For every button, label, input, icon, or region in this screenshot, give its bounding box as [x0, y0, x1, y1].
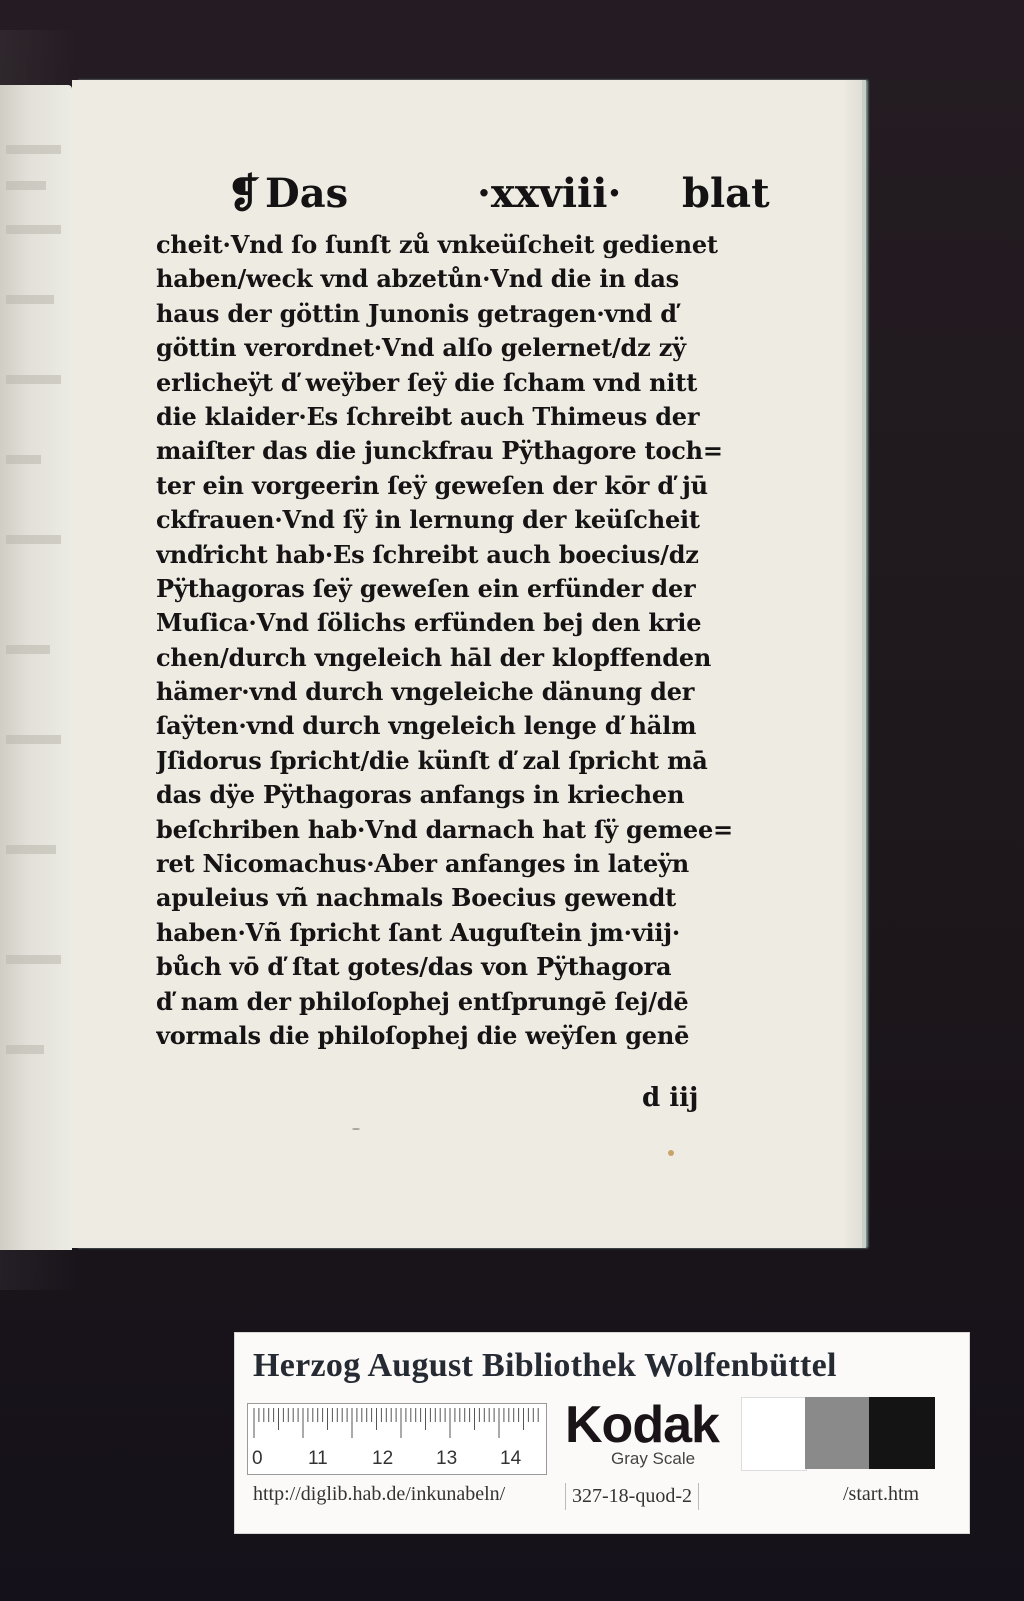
text-line: haus der göttin Junonis getragen·vnd ď: [156, 298, 677, 328]
kodak-logo: Kodak: [565, 1396, 719, 1454]
text-line: haben·Vñ ſpricht ſant Auguſtein jm·viij·: [156, 917, 680, 947]
text-line: ckfrauen·Vnd ſÿ in lernung der keüſcheit: [156, 505, 700, 535]
header-label: blat: [682, 170, 770, 217]
text-line: Pÿthagoras ſeÿ geweſen ein erfünder der: [156, 573, 696, 603]
header-word: Das: [265, 170, 349, 217]
text-line: maiſter das die junckfrau Pÿthagore toch=: [156, 436, 723, 466]
ink-speck: [352, 1128, 360, 1130]
text-line: das dÿe Pÿthagoras anfangs in kriechen: [156, 780, 685, 810]
text-line: chen/durch vngeleich hāl der klopffenden: [156, 642, 712, 672]
ruler-number: 13: [436, 1448, 458, 1469]
ruler-number: 11: [308, 1448, 328, 1469]
text-line: die klaider·Es ſchreibt auch Thimeus der: [156, 401, 700, 431]
folio-number: ·xxviii·: [477, 170, 622, 217]
swatch-black: [869, 1397, 935, 1469]
text-line: beſchriben hab·Vnd darnach hat ſÿ gemee=: [156, 814, 733, 844]
blackletter-text: [156, 228, 836, 1053]
text-line: cheit·Vnd ſo ſunſt zů vnkeüſcheit gedienet: [156, 230, 718, 259]
previous-page-edge: [0, 85, 72, 1250]
paragraph-mark: ❡: [227, 170, 261, 217]
library-color-card: [234, 1332, 970, 1534]
text-line: bůch vō ď ſtat gotes/das von Pÿthagora: [156, 952, 672, 982]
text-line: haben/weck vnd abzetůn·Vnd die in das: [156, 264, 679, 294]
text-line: ď nam der philoſophej entſprungē ſej/dē: [156, 986, 689, 1016]
text-line: vnďricht hab·Es ſchreibt auch boecius/dz: [156, 539, 699, 569]
text-line: apuleius vñ nachmals Boecius gewendt: [156, 883, 677, 913]
signature-mark: d iij: [642, 1083, 699, 1113]
ruler-number: 14: [500, 1448, 522, 1469]
swatch-gray: [805, 1397, 869, 1469]
shelfmark: 327-18-quod-2: [565, 1483, 699, 1510]
gray-scale-label: Gray Scale: [611, 1449, 696, 1468]
text-line: Jſidorus ſpricht/die künſt ď zal ſpricht mā: [156, 745, 708, 775]
ink-speck: [668, 1150, 674, 1156]
text-line: hämer·vnd durch vngeleiche dänung der: [156, 677, 695, 707]
swatch-white: [741, 1397, 807, 1471]
running-header: [227, 168, 797, 220]
text-line: erlicheÿt ď weÿber ſeÿ die ſcham vnd nitt: [156, 367, 698, 397]
ruler-ticks: [248, 1404, 546, 1446]
text-line: vormals die philoſophej die weÿſen genē: [156, 1020, 690, 1050]
url-suffix: /start.htm: [843, 1483, 920, 1505]
ruler-number: 12: [372, 1448, 394, 1469]
text-line: Muſica·Vnd ſölichs erfünden bej den krie: [156, 608, 702, 638]
library-name: Herzog August Bibliothek Wolfenbüttel: [253, 1347, 837, 1384]
text-line: ter ein vorgeerin ſeÿ geweſen der kōr ď jū: [156, 470, 708, 500]
measurement-ruler: [247, 1403, 547, 1475]
book-page: [72, 80, 862, 1248]
text-line: ſaÿten·vnd durch vngeleich lenge ď hälm: [156, 711, 697, 741]
ruler-number: 0: [252, 1448, 263, 1469]
text-line: ret Nicomachus·Aber anfanges in lateÿn: [156, 849, 690, 879]
url-prefix: http://diglib.hab.de/inkunabeln/: [253, 1483, 506, 1505]
text-line: göttin verordnet·Vnd alſo gelernet/dz zÿ: [156, 333, 686, 363]
